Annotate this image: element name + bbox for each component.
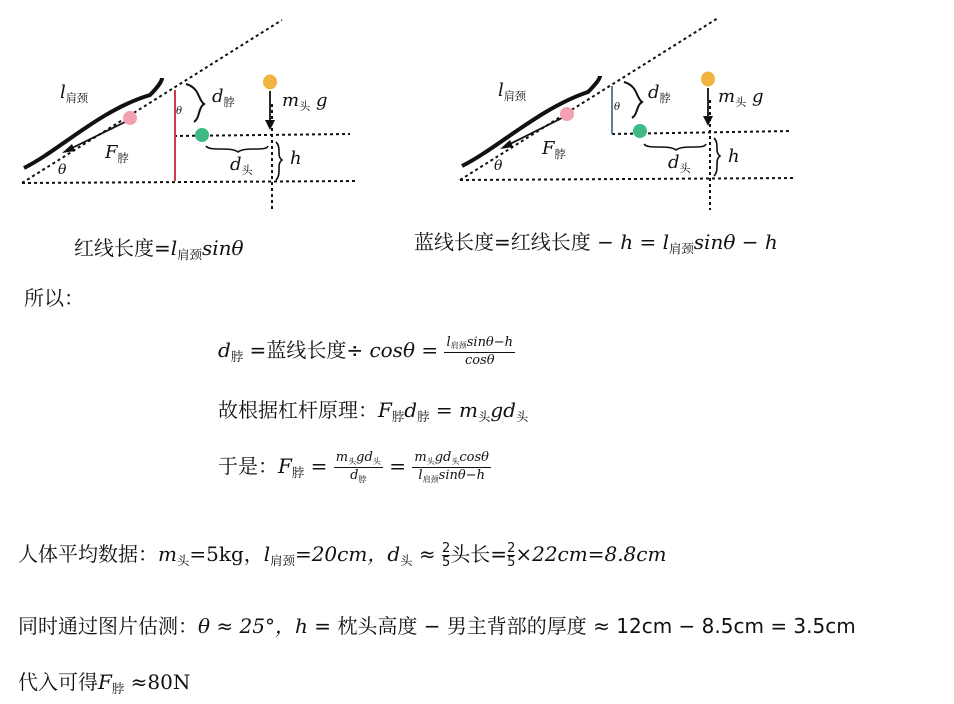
d-head-brace: [644, 144, 706, 150]
h-label: h: [290, 148, 302, 169]
l-neck-label: l肩颈: [60, 82, 89, 105]
d-head-label: d头: [230, 154, 253, 177]
blue-line-caption: 蓝线长度=红线长度 − h = l肩颈sinθ − h: [414, 230, 778, 256]
theta-label: θ: [494, 158, 503, 174]
d-neck-brace: [624, 82, 642, 118]
fraction: $\frac{\text{l肩颈sinθ−h}}{\cos\theta}$: [446, 334, 514, 368]
theta-small-label: θ: [176, 106, 183, 117]
equation-lever: 故根据杠杆原理：F脖d脖 = m头gd头: [218, 398, 529, 424]
fraction: $\frac{2}{5}$: [507, 541, 516, 570]
theta-label: θ: [58, 162, 67, 178]
equation-d-neck: d脖 =蓝线长度÷ cosθ = $\frac{\text{l肩颈sinθ−h}}{\cos\theta}$: [218, 334, 514, 368]
d-head-label: d头: [668, 152, 691, 175]
neck-brace: [462, 76, 600, 166]
fraction: $\frac{2}{5}$: [442, 541, 451, 570]
orange-dot: [701, 72, 715, 87]
f-neck-label: F脖: [105, 142, 129, 165]
so-label: 所以：: [24, 286, 84, 310]
f-neck-label: F脖: [542, 138, 566, 161]
equation-f-neck: 于是：F脖 = $\frac{\text{m头gd头}}{\text{d脖}}$ = $\frac{\text{m头gd头cosθ}}{\text{l肩颈sinθ−h}}$: [218, 450, 490, 484]
right-lever-diagram: [0, 0, 954, 215]
d-neck-label: d脖: [648, 82, 671, 105]
gravity-arrow-head: [703, 116, 713, 126]
red-line-caption: 红线长度=l肩颈sinθ: [74, 236, 244, 262]
h-label: h: [728, 146, 740, 167]
result-line: 代入可得F脖 ≈80N: [18, 670, 191, 696]
measure-line: 同时通过图片估测：θ ≈ 25°，h = 枕头高度 − 男主背部的厚度 ≈ 12cm − 8.5cm = 3.5cm: [18, 614, 856, 638]
h-brace: [714, 138, 720, 176]
fraction: $\frac{\text{m头gd头}}{\text{d脖}}$: [335, 450, 381, 484]
average-data-line: 人体平均数据：m头=5kg，l肩颈=20cm，d头 ≈ $\frac{2}{5}$头长= $\frac{2}{5}\times 22cm=8.8cm$: [18, 541, 667, 570]
m-head-g-label: m头 g: [718, 86, 764, 109]
base-line: [460, 178, 796, 180]
fraction: $\frac{\text{m头gd头cosθ}}{\text{l肩颈sinθ−h}}$: [414, 450, 490, 484]
m-head-g-label: m头 g: [282, 90, 328, 113]
theta-small-label: θ: [614, 102, 621, 113]
pink-dot: [560, 107, 574, 121]
d-neck-label: d脖: [212, 86, 235, 109]
green-dot: [633, 124, 647, 138]
l-neck-label: l肩颈: [498, 80, 527, 103]
